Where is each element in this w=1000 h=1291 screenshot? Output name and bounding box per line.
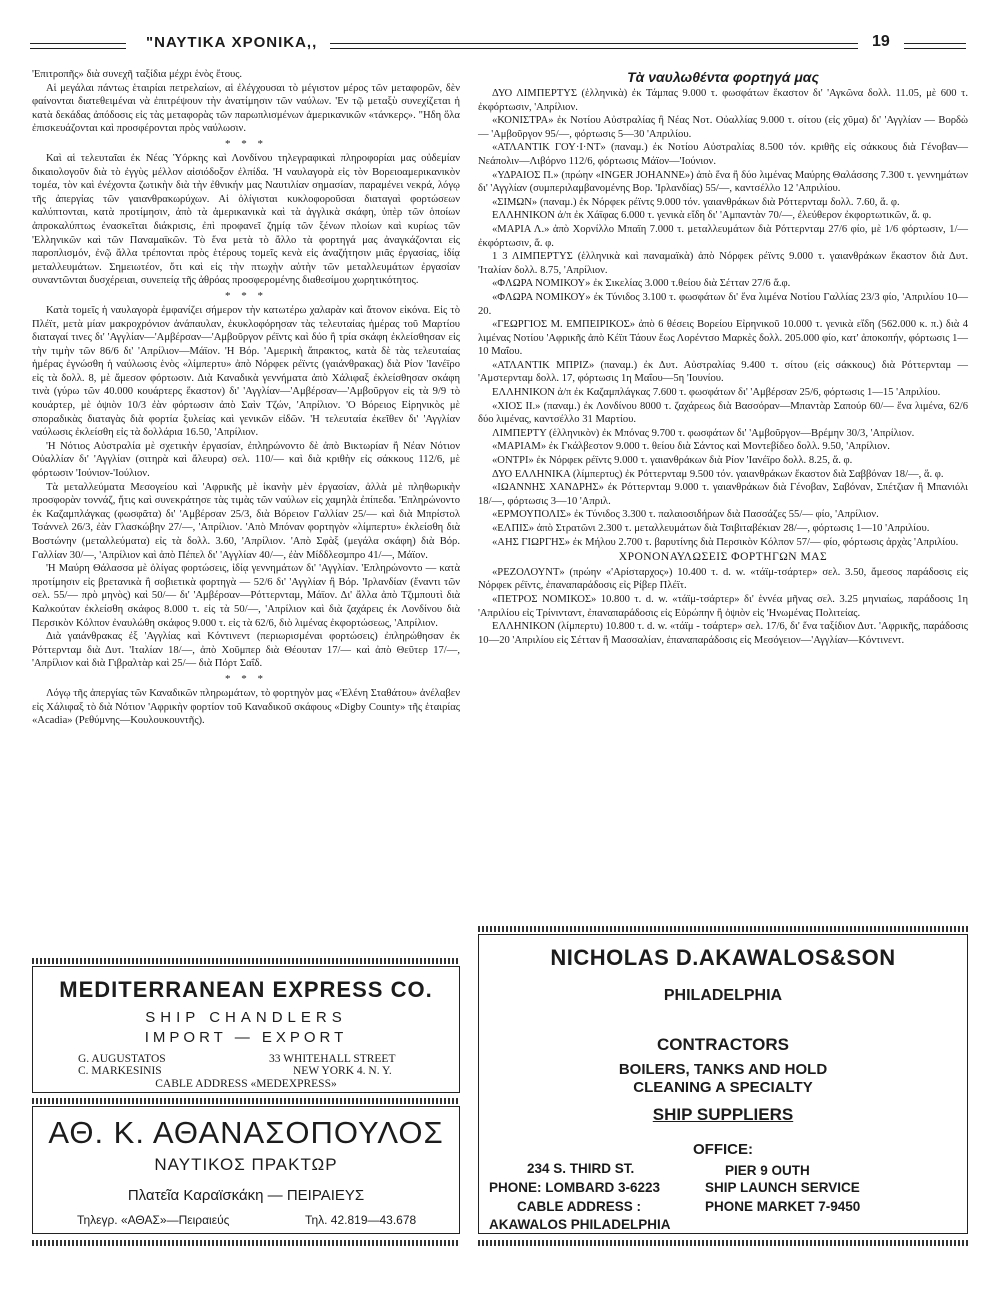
article-paragraph: 'Η Μαύρη Θάλασσα μὲ ὀλίγας φορτώσεις, ἰδίᾳ γεννημάτων δι' 'Αγγλίαν. 'Επληρώνοντο — κατὰ προτίμησιν εἰς βρετανικὰ ἢ σοβιετικὰ φορτηγὰ — 52/6 δι' 'Αγγλίαν ἢ Βόρ. 'Ιρλανδίαν (ἔναντι τῶν σελ. 55/— πρὸ μηνὸς) καὶ 50/— δι' 'Αμβέρσαν—Ρόττερνταμ, Μάϊον. Δι' ἄλλα ἀπὸ Τζιμπουτὶ διὰ Καλκούταν ἐκλείσθη σκάφος 8.000 τ. εἰς τὰ 50/—, 'Απρίλιον καὶ διὰ ζαχάρεις ἐκ Λονδίνου διὰ Περσικὸν Κόλπον ἐναυλώθη σκάφος 9.000 τ. εἰς τὰ 62/6, διὸ λιμένας ἐκφορτώσεως, 'Απρίλιον. <box>32 563 460 629</box>
pier-info: PIER 9 OUTH <box>725 1163 810 1178</box>
cable-address: AKAWALOS PHILADELPHIA <box>489 1217 671 1232</box>
company-line: BOILERS, TANKS AND HOLD <box>618 1061 828 1078</box>
article-paragraph: Αἱ μεγάλαι πάντως ἑταιρίαι πετρελαίων, αἱ ἐλέγχουσαι τὸ μέγιστον μέρος τῶν μεταφορῶν, δὲν φαίνονται διατεθειμέναι νὰ ἐπιτρέψουν τὴν ἀνατίμησιν τῶν ναύλων. 'Εν τῷ μεταξὺ συνεχίζεται ἡ κατὰ δεκάδας ἀπόδοσις εἰς τὰς μεταφορὰς τῶν παρωπλισμένων ἀμερικανικῶν «τάνκερς». "Ηδη ὅλα ἐπισκευάζονται καὶ προσφέρονται πρὸς ναύλωσιν. <box>32 82 460 135</box>
company-line: CONTRACTORS <box>657 1035 789 1054</box>
fixture-entry: «ΦΛΩΡΑ ΝΟΜΙΚΟΥ» ἐκ Σικελίας 3.000 τ.θείου διὰ Σέτταν 27/6 ἅ.φ. <box>492 278 791 290</box>
fixture-entry: ΔΥΟ ΕΛΛΗΝΙΚΑ (λίμπερτυς) ἐκ Ρόττερνταμ 9.500 τόν. γαιανθράκων ἕκαστον διὰ Σαββόναν 18/—, ἅ. φ. <box>492 468 944 480</box>
section-separator: * * * <box>225 137 267 150</box>
athanasopoulos-ad <box>32 1106 460 1234</box>
office-address: 234 S. THIRD ST. <box>527 1161 635 1176</box>
agent-name: ΑΘ. Κ. ΑΘΑΝΑΣΟΠΟΥΛΟΣ <box>48 1115 444 1150</box>
section-separator: * * * <box>225 672 267 685</box>
company-city: PHILADELPHIA <box>663 987 783 1004</box>
fixture-entry: «ΜΑΡΙΑΜ» ἐκ Γκάλβεστον 9.000 τ. θείου διὰ Σάντος καὶ Μοντεβίδεο δολλ. 9.50, 'Απρίλιον. <box>492 441 890 453</box>
fixture-entry: ΔΥΟ ΛΙΜΠΕΡΤΥΣ (ἑλληνικὰ) ἐκ Τάμπας 9.000 τ. φωσφάτων ἕκαστον δι' 'Αγκῶνα δολλ. 11.05, μὲ 600 τ. ἐκφόρτωσιν, 'Απρίλιον. <box>478 88 968 113</box>
company-name: NICHOLAS D.AKAWALOS&SON <box>550 945 896 970</box>
fixture-entry: «ΑΤΛΑΝΤΙΚ ΜΠΡΙΖ» (παναμ.) ἐκ Δυτ. Αὐστραλίας 9.400 τ. σίτου (εἰς σάκκους) διὰ Ρόττερνταμ — 'Αμστερνταμ δολλ. 17, φόρτωσις 1η Μαΐου—5η 'Ιουνίου. <box>478 359 968 385</box>
fixture-entry: «ΑΗΣ ΓΙΩΡΓΗΣ» ἐκ Μήλου 2.700 τ. βαρυτίνης διὰ Περσικὸν Κόλπον 57/— φίο, φόρτωσις ἀρχὰς 'Απριλίου. <box>492 536 959 548</box>
cable-address: CABLE ADDRESS «MEDEXPRESS» <box>155 1078 337 1090</box>
right-article <box>478 68 968 647</box>
article-paragraph: Κατὰ τομεῖς ἡ ναυλαγορὰ ἐμφανίζει σήμερον τὴν κατωτέρω χαλαρὰν καὶ ἄτονον εἰκόνα. Εἰς τὸ Πλέϊτ, μετὰ μίαν μακροχρόνιον ἀνάπαυλαν, ἐκυκλοφόρησαν τὰς τελευταίας ἡμέρας τοῦ Μαρτίου διαταγαί τινες δι' 'Αγγλίαν—'Αμβέρσαν—'Αμβοῦργον ρέϊντς καὶ δύο ἢ τρία σκάφη ἐκλείσθησαν εἰς τὴν τιμὴν τῶν 86/6 δι' 'Απρίλιον—Μάϊον. 'Η Βόρ. 'Αμερικὴ ἄπρακτος, κατὰ δὲ τὰς τελευταίας ἡμέρας ἐγνώσθη ἡ ναύλωσις ἑνὸς «λίμπερτυ» ἀπὸ Νόρφεκ ρέϊντς (γαιάνθρακας) διὰ Ρίον 'Ιανέϊρο εἰς τὰ δολλ. 8, μὲ ἄμεσον φόρτωσιν. Διὰ Καναδικὰ γεννήματα ἀπὸ Χάλιφαξ ἐκλείσθησαν σκάφη τινὰ (γύρω τῶν 40.000 κουάρτερς ἕκαστον) δι' 'Αγγλίαν—'Αμβέρσαν—'Αμβοῦργον εἰς τὰ 9/9 τὸ κουάρτερ, μὲ ὀψιὸν 10/3 ἐὰν φόρτωσιν ἀπὸ Σαὶν Τζών, 'Απρίλιον. 'Ο Βόρειος Εἰρηνικὸς μὲ σποραδικὰς διαταγὰς διὰ φορτία ξυλείας καὶ γενικῶν εἰδῶν. 'Η τελευταία ἐκεῖθεν δι' 'Αγγλίαν ναύλωσις ἐκλείσθη εἰς τὰ δολλάρια 16.50, 'Απρίλιον. <box>32 304 460 439</box>
article-paragraph: 'Επιτροπῆς» διὰ συνεχῆ ταξίδια μέχρι ἑνὸς ἔτους. <box>32 69 243 80</box>
agent-address: Πλατεῖα Καραϊσκάκη — ΠΕΙΡΑΙΕΥΣ <box>127 1187 365 1204</box>
company-line: SHIP CHANDLERS <box>145 1009 347 1026</box>
address-line: NEW YORK 4. N. Y. <box>293 1065 392 1077</box>
publication-title: "ΝΑΥΤΙΚΑ ΧΡΟΝΙΚΑ,, <box>146 34 318 51</box>
akawalos-ad <box>478 934 968 1234</box>
fixture-entry: ΕΛΛΗΝΙΚΟΝ ἀ/π ἐκ Καζαμπλάγκας 7.600 τ. φωσφάτων δι' 'Αμβέρσαν 25/6, φόρτωσις 1—15 'Απριλίου. <box>492 387 941 399</box>
left-article <box>32 68 460 728</box>
fixture-entry: ΕΛΛΗΝΙΚΟΝ ἀ/π ἐκ Χάϊφας 6.000 τ. γενικὰ εἴδη δι' 'Αμπαντὰν 70/—, ἐλεύθερον ἐκφορτωτικῶν, ἅ. φ. <box>492 210 932 222</box>
office-label: OFFICE: <box>693 1141 753 1158</box>
fixture-entry: «ΚΟΝΙΣΤΡΑ» ἐκ Νοτίου Αὐστραλίας ἢ Νέας Νοτ. Οὐαλλίας 9.000 τ. σίτου (εἰς χῦμα) δι' 'Αγγλίαν — Βορδὼ — 'Αμβοῦργον 95/—, φόρτωσις 5—30 'Απριλίου. <box>478 115 968 140</box>
article-paragraph: Καὶ αἱ τελευταῖαι ἐκ Νέας Ὑόρκης καὶ Λονδίνου τηλεγραφικαὶ πληροφορίαι μας οὐδεμίαν δικαιολογοῦν διὰ τὸ ἐγγὺς μέλλον αἰσιόδοξον ἐλπίδα. 'Η ναυλαγορὰ εἰς τὸν Βορειοαμερικανικὸν τομέα, τὸν καὶ ἐνέχοντα ζωτικὴν διὰ τὴν ἐθνικήν μας Ναυτιλίαν σημασίαν, παραμένει νεκρά, λόγῳ τῆς ἀπεργίας τῶν γαιανθρακωρύχων. Αἱ ὀλίγισται κυκλοφοροῦσαι διαταγαὶ φορτώσεων καλύπτονται, κατὰ προτίμησιν, ἀπὸ τὰ ἀμερικανικὰ καὶ τὰ ἀγγλικὰ σκάφη, ὑπὲρ τῶν ὁποίων ἀπροκαλύπτως ἐνασκεῖται διάκρισις, ἐπὶ προφανεῖ ζημίᾳ τῶν ξένων πλοίων καὶ κυρίως τῶν 'Ελληνικῶν καὶ τῶν Παναμαϊκῶν. Τὸ ἕνα μετὰ τὸ ἄλλο τὰ φορτηγά μας ἀναγκάζονται εἰς παροπλισμόν, ἐνῷ ἄλλα τρέπονται πρὸς ἑτέρους τομεῖς κενὰ εἰς ἀναζήτησιν μιᾶς ἐργασίας, ἰδίᾳ μεταλλευμάτων. Σημειωτέον, ὅτι καὶ εἰς τὴν πτωχὴν αὐτὴν τῶν μεταλλευμάτων ἐργασίαν συναντῶνται δυσχέρειαι, συνεπείᾳ τῆς ἀθρόας προσφερομένης διαθεσίμου χωρητικότητος. <box>32 152 460 287</box>
divider-rule <box>32 1240 460 1246</box>
article-paragraph: Διὰ γαιάνθρακας ἐξ 'Αγγλίας καὶ Κόντινεντ (περιωρισμέναι φορτώσεις) ἐπληρώθησαν ἐκ Ρόττερνταμ διὰ Δυτ. 'Ιταλίαν 18/—, ἀπὸ Χοῦμπερ διὰ Θέουταν 17/— καὶ ἀπὸ Θεῦτερ 17/—, 'Απρίλιον καὶ διὰ Γιβραλτὰρ καὶ 25/— διὰ Πόρτ Σαΐδ. <box>32 631 460 670</box>
fixture-entry: «ΑΤΛΑΝΤΙΚ ΓΟΥ·Ι·ΝΤ» (παναμ.) ἐκ Νοτίου Αὐστραλίας 8.500 τόν. κριθῆς εἰς σάκκους διὰ Γένοβαν—Νεάπολιν—Λιβόρνο 112/6, φόρτωσις Μάϊον—'Ιούνιον. <box>478 142 968 167</box>
article-paragraph: Τὰ μεταλλεύματα Μεσογείου καὶ 'Αφρικῆς μὲ ἱκανὴν μὲν ἐργασίαν, ἀλλὰ μὲ πληθωρικὴν προσφορὰν τοννάζ, ἥτις καὶ συνεκράτησε τὰς τιμὰς τῶν ναύλων εἰς χαμηλὰ ἐπίπεδα. 'Επληρώνοντο ἐκ Καζαμπλάγκας (φωσφᾶτα) δι' 'Αμβέρσαν 25/3, διὰ Βόρειον Γαλλίαν 25/— καὶ διὰ Μπρίστολ Τσάννελ 26/3, ἐὰν Γλασκώβην 27/—, 'Απρίλιον. 'Απὸ Μπόναν φορτηγὸν «λίμπερτυ» ἐκλείσθη διὰ Βοστώνην (μεταλλεύματα) εἰς τὰ δολλ. 3.60, 'Απρίλιον. 'Απὸ Σφὰξ (μεγάλα σκάφη) διὰ Βόρ. Γαλλίαν 30/—, 'Απρίλιον καὶ ἀπὸ Πέπελ δι' 'Αγγλίαν 40/—, ἐὰν Μίδδλεσμπρο 41/—, Μάϊον. <box>32 481 460 561</box>
cable-label: CABLE ADDRESS : <box>517 1199 642 1214</box>
section-separator: * * * <box>225 289 267 302</box>
page-number: 19 <box>872 33 890 50</box>
agent-title: ΝΑΥΤΙΚΟΣ ΠΡΑΚΤΩΡ <box>154 1155 338 1174</box>
article-paragraph: 'Η Νότιος Αὐστραλία μὲ σχετικὴν ἐργασίαν, ἐπληρώνοντο δὲ ἀπὸ Βικτωρίαν ἢ Νέαν Νότιον Οὐαλλίαν δι' 'Αγγλίαν (σιτηρὰ καὶ ἄλευρα) σελ. 110/— καὶ διὰ κριθὴν εἰς σάκκους 112/6, μὲ φόρτωσιν 'Ιούνιον-'Ιούλιον. <box>32 440 460 480</box>
company-line: CLEANING A SPECIALTY <box>633 1079 813 1096</box>
divider-rule <box>32 1098 460 1104</box>
time-charters-heading: ΧΡΟΝΟΝΑΥΛΩΣΕΙΣ ΦΟΡΤΗΓΩΝ ΜΑΣ <box>618 551 828 564</box>
company-line: IMPORT — EXPORT <box>144 1029 348 1046</box>
phone-market: PHONE MARKET 7-9450 <box>705 1199 861 1214</box>
time-charter-entry: «ΠΕΤΡΟΣ ΝΟΜΙΚΟΣ» 10.800 τ. d. w. «τάϊμ-τσάρτερ» δι' ἑννέα μῆνας σελ. 3.25 μηνιαίως, παράδοσις 1η 'Απριλίου εἰς Τρίνινταντ, ἐπαναπαράδοσις εἰς Εὐρώπην ἢ ὀψιὸν εἰς 'Ηνωμένας Πολιτείας. <box>478 593 968 619</box>
launch-service: SHIP LAUNCH SERVICE <box>705 1180 860 1195</box>
fixtures-title: Τὰ ναυλωθέντα φορτηγά μας <box>627 69 819 85</box>
fixture-entry: «ΕΛΠΙΣ» ἀπὸ Στρατῶνι 2.300 τ. μεταλλευμάτων διὰ Τσιβιταβέκιαν 28/—, φόρτωσις 1—10 'Απριλίου. <box>492 523 930 534</box>
fixture-entry: 1 3 ΛΙΜΠΕΡΤΥΣ (ἑλληνικὰ καὶ παναμαϊκὰ) ἀπὸ Νόρφεκ ρέϊντς 9.000 τ. γαιανθράκων ἕκαστον διὰ Δυτ. 'Ιταλίαν δολλ. 8.75, 'Απρίλιον. <box>478 251 968 276</box>
article-paragraph: Λόγῳ τῆς ἀπεργίας τῶν Καναδικῶν πληρωμάτων, τὸ φορτηγὸν μας «Ἑλένη Σταθάτου» ἀνέλαβεν εἰς Χάλιφαξ τὸ διὰ Νότιον 'Αφρικὴν φορτίον τοῦ Καναδικοῦ σκάφους «Digby County» τῆς ἑταιρίας «Acadia» (Ρεθύμνης—Κουλουκουντῆς). <box>32 687 460 727</box>
phone-lombard: PHONE: LOMBARD 3-6223 <box>489 1180 661 1195</box>
fixture-entry: ΛΙΜΠΕΡΤΥ (ἑλληνικὸν) ἐκ Μπόνας 9.700 τ. φωσφάτων δι' 'Αμβοῦργον—Βρέμην 30/3, 'Απρίλιον. <box>492 427 915 439</box>
divider-rule <box>32 958 460 964</box>
fixture-entry: «ΧΙΟΣ ΙΙ.» (παναμ.) ἐκ Λονδίνου 8000 τ. ζαχάρεως διὰ Βασσόραν—Μπαντὰρ Σαπούρ 60/— ἕνα λιμένα, 62/6 δύο λιμένας, καντσέλλο 31 Μαρτίου. <box>478 400 968 426</box>
divider-rule <box>478 1240 968 1246</box>
fixture-entry: «ΕΡΜΟΥΠΟΛΙΣ» ἐκ Τύνιδος 3.300 τ. παλαιοσιδήρων διὰ Πασσάζες 55/— φίο, 'Απρίλιον. <box>492 509 879 521</box>
divider-rule <box>478 926 968 932</box>
partner-name: C. MARKESINIS <box>78 1065 162 1077</box>
fixture-entry: «ΣΙΜΩΝ» (παναμ.) ἐκ Νόρφεκ ρέϊντς 9.000 τόν. γαιανθράκων διὰ Ρόττερνταμ δολλ. 7.60, ἅ. φ. <box>492 196 900 208</box>
header-rule-left <box>30 43 126 49</box>
page-header <box>30 32 966 56</box>
header-rule-center <box>330 43 858 49</box>
fixture-entry: «ΟΝΤΡΙ» ἐκ Νόρφεκ ρέϊντς 9.000 τ. γαιανθράκων διὰ Ρίον 'Ιανέϊρο δολλ. 8.25, ἅ. φ. <box>492 455 853 467</box>
fixture-entry: «ΓΕΩΡΓΙΟΣ Μ. ΕΜΠΕΙΡΙΚΟΣ» ἀπὸ 6 θέσεις Βορείου Εἰρηνικοῦ 10.000 τ. γενικὰ εἴδη (562.000 κ. π.) διὰ 4 λιμένας Νοτίου 'Αφρικῆς ἀπὸ Κέϊπ Τάουν ἕως Λορέντσο Μαρκὲς δολλ. 205.000 φίο, κατ' ἀποκοπήν, φόρτωσις 1—10 Μαΐου. <box>478 319 968 358</box>
time-charter-entry: ΕΛΛΗΝΙΚΟΝ (λίμπερτυ) 10.800 τ. d. w. «τάϊμ - τσάρτερ» σελ. 17/6, δι' ἕνα ταξίδιον Δυτ. 'Αφρικῆς, παράδοσις 10—20 'Απριλίου εἰς Σέτταν ἢ Μασσαλίαν, ἐπαναπαράδοσις εἰς Μεσόγειον—'Αγγλίαν—Κόντινεντ. <box>478 621 968 646</box>
fixture-entry: «ΥΔΡΑΙΟΣ Π.» (πρώην «INGER JOHANNE») ἀπὸ ἕνα ἢ δύο λιμένας Μαύρης Θαλάσσης 7.300 τ. γεννημάτων δι' 'Αγγλίαν (συμπεριλαμβανομένης Βορ. 'Ιρλανδίας) 55/—, καντσέλλο 12 'Απριλίου. <box>478 169 968 195</box>
fixture-entry: «ΦΛΩΡΑ ΝΟΜΙΚΟΥ» ἐκ Τύνιδος 3.100 τ. φωσφάτων δι' ἕνα λιμένα Νοτίου Γαλλίας 23/3 φίο, 'Απριλίου 10—20. <box>478 291 968 317</box>
agent-telegram: Τηλεγρ. «ΑΘΑΣ»—Πειραιεύς <box>77 1213 230 1227</box>
address-line: 33 WHITEHALL STREET <box>269 1053 396 1065</box>
agent-phone: Τηλ. 42.819—43.678 <box>305 1213 417 1227</box>
fixture-entry: «ΜΑΡΙΑ Λ.» ἀπὸ Χορνίλλο Μπαϊη 7.000 τ. μεταλλευμάτων διὰ Ρόττερνταμ 27/6 φίο, μὲ 1/6 φόρτωσιν, 1/— ἐκφόρτωσιν, ἅ. φ. <box>478 223 968 249</box>
partner-name: G. AUGUSTATOS <box>78 1053 166 1065</box>
mediterranean-express-ad <box>32 966 460 1093</box>
time-charter-entry: «ΡΕΖΟΛΟΥΝΤ» (πρώην «'Αρίσταρχος») 10.400 τ. d. w. «τάϊμ-τσάρτερ» σελ. 3.50, ἄμεσος παράδοσις εἰς Νόρφεκ ρέϊντς, ἐπαναπαράδοσις εἰς Ρίβερ Πλέϊτ. <box>478 566 968 592</box>
header-rule-right <box>904 43 966 49</box>
fixture-entry: «ΙΩΑΝΝΗΣ ΧΑΝΔΡΗΣ» ἐκ Ρόττερνταμ 9.000 τ. γαιανθράκων διὰ Γένοβαν, Σαβόναν, Σπέτζιαν ἢ Μπανιόλι 18/—, φόρτωσις 3—10 'Απριλ. <box>478 482 968 507</box>
company-line: SHIP SUPPLIERS <box>652 1105 794 1124</box>
company-name: MEDITERRANEAN EXPRESS CO. <box>59 977 433 1002</box>
